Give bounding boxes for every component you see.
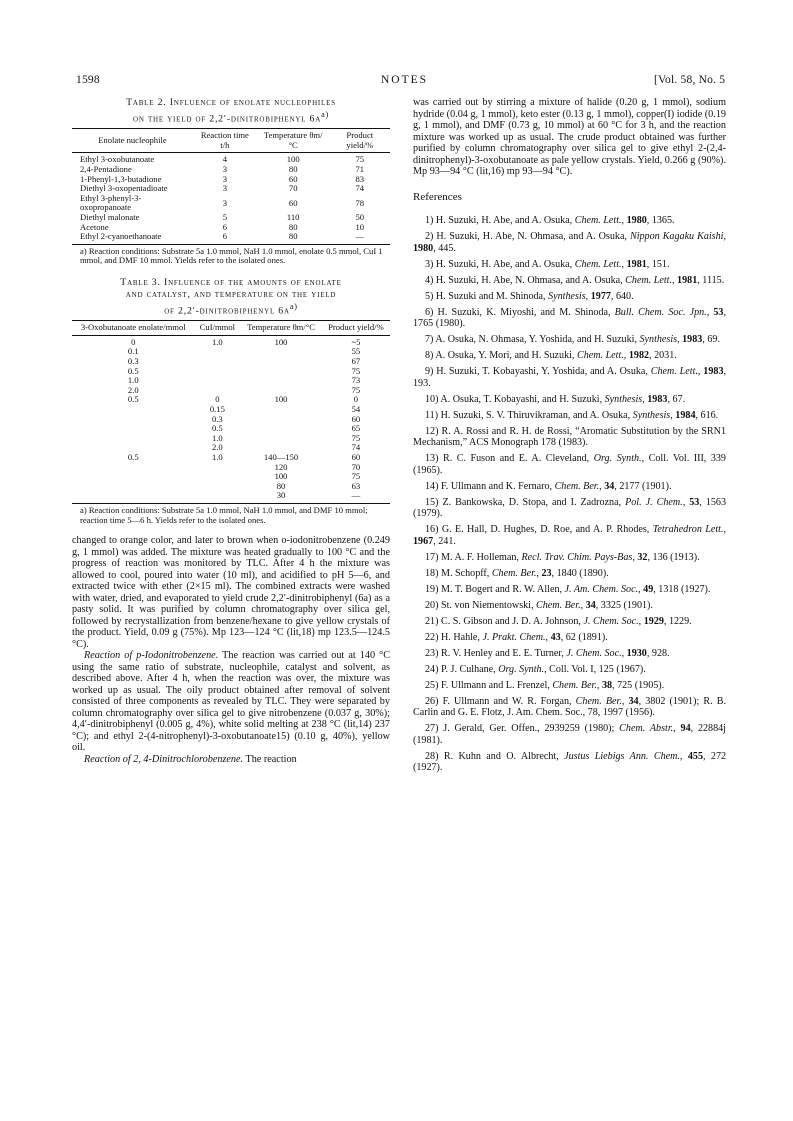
reference-journal: Org. Synth. bbox=[593, 453, 642, 464]
table-cell: 0.3 bbox=[211, 413, 223, 424]
table-cell: 1.0 bbox=[127, 375, 139, 386]
table-cell: 60 bbox=[351, 413, 361, 424]
table-cell: 3 bbox=[222, 183, 227, 194]
table-cell: 4 bbox=[222, 154, 227, 165]
table-row bbox=[72, 232, 390, 244]
table-cell: 140—150 bbox=[263, 451, 299, 462]
reference-text: , 1840 (1890). bbox=[551, 567, 609, 579]
reference-item: 3) H. Suzuki, H. Abe, and A. Osuka, Chem. Lett., 1981, 151. bbox=[425, 258, 670, 270]
reference-text: , 1115. bbox=[697, 274, 725, 286]
reference-volume: 23 bbox=[541, 567, 552, 579]
table-cell: 70 bbox=[351, 461, 361, 472]
table-cell: 110 bbox=[286, 212, 300, 223]
references-heading: References bbox=[413, 190, 462, 203]
table-cell: 74 bbox=[355, 183, 365, 194]
table-cell: 10 bbox=[355, 221, 365, 232]
reference-journal: Tetrahedron Lett. bbox=[652, 524, 724, 535]
table3-caption bbox=[72, 277, 390, 317]
reference-item: 9) H. Suzuki, T. Kobayashi, Y. Yoshida, and A. Osuka, Chem. Lett., 1983, 193. bbox=[413, 366, 727, 389]
reference-journal: Synthesis bbox=[639, 334, 678, 345]
table-cell: 120 bbox=[274, 461, 288, 472]
reference-volume: 1977 bbox=[590, 290, 611, 302]
reference-text: 4) H. Suzuki, H. Abe, N. Ohmasa, and A. Osuka, bbox=[425, 274, 626, 286]
reference-volume: 53 bbox=[713, 306, 724, 318]
reference-journal: Chem. Ber. bbox=[491, 567, 537, 579]
table-cell: — bbox=[322, 491, 390, 503]
table-cell bbox=[195, 463, 241, 473]
table2-col-header: Enolate nucleophile bbox=[72, 129, 193, 153]
reference-text: , 22884j (1981). bbox=[413, 723, 726, 746]
reference-text: 12) R. A. Rossi and R. H. de Rossi, “Aromatic Substitution by the SRN1 Mechanism,” ACS Monograph 178 (1983). bbox=[413, 425, 726, 448]
table-cell: 0 bbox=[215, 394, 220, 405]
table-cell: 1.0 bbox=[211, 451, 223, 462]
table-cell: Ethyl 2-cyanoethanoate bbox=[72, 232, 193, 244]
reference-text: 21) C. S. Gibson and J. D. A. Johnson, bbox=[425, 615, 584, 627]
table3-footnote: a) Reaction conditions: Substrate 5a 1.0 mmol, NaH 1.0 mmol, and DMF 10 mmol; reaction time 5—6 h. Yields refer to the isolated ones. bbox=[80, 504, 368, 525]
table-row bbox=[72, 472, 390, 482]
table-cell: 1.0 bbox=[211, 432, 223, 443]
table-row bbox=[72, 491, 390, 503]
reference-journal: Chem. Lett. bbox=[650, 366, 698, 377]
table-cell bbox=[72, 415, 195, 425]
reference-item: 20) St. von Niementowski, Chem. Ber., 34, 3325 (1901). bbox=[425, 599, 653, 611]
table2-caption bbox=[72, 97, 390, 125]
reference-text: , 616. bbox=[695, 409, 719, 421]
reference-journal: Nippon Kagaku Kaishi bbox=[629, 231, 724, 242]
table-cell: 0.3 bbox=[127, 356, 139, 367]
table-cell: 3 bbox=[222, 164, 227, 175]
table-row bbox=[72, 482, 390, 492]
paragraph-text: The reaction was carried out at 140 °C using the same ratio of substrate, nucleophile, catalyst and solvent, as described above. After 4 h, when the reaction was over, the mixture was worked up as usual. The oily product obtained after removal of solvent consisted of three components as revealed by TLC. They were separated by column chromatography over silica gel to give nitrobenzene (0.037 g, 30%); 4,4′-dinitrobiphenyl (0.005 g, 4%), white solid melting at 238 °C (lit,14) 237 °C); and ethyl 2-(4-nitrophenyl)-3-oxobutanoate15) (0.10 g, 40%), yellow oil. bbox=[72, 650, 390, 754]
table-cell bbox=[240, 376, 322, 386]
table-cell: 0.5 bbox=[127, 394, 139, 405]
table3-col-header: Product yield/% bbox=[322, 321, 390, 336]
table-cell: 100 bbox=[286, 154, 300, 165]
table-cell: 1-Phenyl-1,3-butadione bbox=[80, 173, 162, 184]
table-cell: 0.5 bbox=[127, 451, 139, 462]
table-cell bbox=[240, 405, 322, 415]
reference-volume: 1983 bbox=[682, 334, 703, 345]
reference-item: 19) M. T. Bogert and R. W. Allen, J. Am. Chem. Soc., 49, 1318 (1927). bbox=[425, 583, 711, 595]
table2-caption-sup: a) bbox=[321, 110, 330, 119]
reference-text: 10) A. Osuka, T. Kobayashi, and H. Suzuki, bbox=[425, 393, 605, 405]
reference-text: 25) F. Ullmann and L. Frenzel, bbox=[425, 679, 553, 691]
reference-text: 13) R. C. Fuson and E. A. Cleveland, bbox=[425, 453, 594, 464]
table-cell bbox=[72, 491, 195, 503]
table-row bbox=[72, 347, 390, 357]
table-cell bbox=[240, 434, 322, 444]
table-cell: 0 bbox=[131, 336, 136, 347]
table-cell: 75 bbox=[351, 471, 361, 482]
table-cell: 65 bbox=[351, 423, 361, 434]
reference-volume: 34 bbox=[604, 480, 615, 492]
table-cell bbox=[195, 367, 241, 377]
table-row bbox=[72, 405, 390, 415]
body-paragraph: was carried out by stirring a mixture of halide (0.20 g, 1 mmol), sodium hydride (0.04 g, 1 mmol), keto ester (0.13 g, 1 mmol), copper(I) iodide (0.19 g, 1 mmol), and DMF (0.73 g, 10 mmol) at 60 °C for 3 h, and the reaction mixture was worked up as usual. The crude product obtained was further purified by column chromatography over silica gel to give ethyl 2-(2,4-dinitrophenyl)-3-oxobutanoate as pale yellow crystals. Yield, 0.266 g (90%). Mp 93—94 °C (lit,16) mp 93—94 °C). bbox=[413, 97, 726, 177]
reference-text: , 272 (1927). bbox=[413, 750, 727, 773]
reference-item: 27) J. Gerald, Ger. Offen., 2939259 (1980); Chem. Abstr., 94, 22884j (1981). bbox=[413, 723, 726, 746]
table-row bbox=[72, 357, 390, 367]
volume-info: [Vol. 58, No. 5 bbox=[654, 74, 726, 86]
table-cell: Acetone bbox=[80, 221, 109, 232]
table-cell: 80 bbox=[276, 480, 286, 491]
table-cell: 0.1 bbox=[127, 346, 139, 357]
table2 bbox=[72, 128, 390, 245]
table-cell: 83 bbox=[355, 173, 365, 184]
reference-text: , 3325 (1901). bbox=[595, 599, 653, 611]
table-cell bbox=[240, 357, 322, 367]
table-cell: Diethyl malonate bbox=[80, 212, 140, 223]
reference-text: 8) A. Osuka, Y. Mori, and H. Suzuki, bbox=[425, 350, 577, 361]
reference-journal: Chem. Ber. bbox=[575, 695, 622, 707]
reference-text: , 1229. bbox=[663, 615, 692, 627]
table-cell: 71 bbox=[355, 164, 365, 175]
table-cell: 6 bbox=[222, 221, 227, 232]
table-cell: 80 bbox=[288, 164, 298, 175]
body-paragraph: changed to orange color, and later to brown when o-iodonitrobenzene (0.249 g, 1 mmol) was added. The mixture was heated gradually to 100 °C and the progress of reaction was monitored by TLC. After 4 h the mixture was allowed to cool, poured into water (10 ml), and acidified to pH 5—6, and extracted twice with ether (2×15 ml). The combined extracts were washed with water, dried, and evaporated to yield crude 2,2′-dinitrobiphenyl (6a) as a pasty solid. It was purified by column chromatography over silica gel, followed by recrystallization from benzene/hexane to give yellow crystals of the product. Yield, 0.09 g (75%). Mp 123—124 °C (lit,18) mp 123.5—124.5 °C). bbox=[72, 535, 390, 650]
table-cell: 5 bbox=[222, 212, 227, 223]
table-cell: 0.5 bbox=[211, 423, 223, 434]
table-cell: 60 bbox=[288, 197, 298, 208]
reference-volume: 1967 bbox=[413, 535, 434, 547]
table-row bbox=[72, 415, 390, 425]
subsection-title: Reaction of 2, 4-Dinitrochlorobenzene. bbox=[84, 753, 244, 765]
reference-text: , 69. bbox=[702, 334, 720, 345]
table-cell: 80 bbox=[257, 232, 330, 244]
reference-item: 2) H. Suzuki, H. Abe, N. Ohmasa, and A. Osuka, Nippon Kagaku Kaishi, 1980, 445. bbox=[413, 231, 726, 254]
reference-item: 26) F. Ullmann and W. R. Forgan, Chem. Ber., 34, 3802 (1901); R. B. Carlin and G. E. Flotz, J. Am. Chem. Soc., 78, 1997 (1956). bbox=[413, 695, 727, 718]
reference-journal: Synthesis bbox=[604, 393, 643, 405]
reference-volume: 32 bbox=[637, 551, 648, 563]
reference-text: , Coll. Vol. III, 339 (1965). bbox=[413, 453, 726, 476]
reference-volume: 49 bbox=[643, 583, 654, 595]
reference-item: 21) C. S. Gibson and J. D. A. Johnson, J. Chem. Soc., 1929, 1229. bbox=[425, 615, 692, 627]
paragraph-text: The reaction bbox=[245, 753, 297, 765]
table-row bbox=[72, 386, 390, 396]
reference-text: 18) M. Schopff, bbox=[425, 567, 492, 579]
reference-text: 20) St. von Niementowski, bbox=[425, 599, 537, 611]
table-cell bbox=[72, 424, 195, 434]
page-number: 1598 bbox=[76, 74, 100, 86]
reference-text: 3) H. Suzuki, H. Abe, and A. Osuka, bbox=[425, 258, 575, 270]
reference-item: 25) F. Ullmann and L. Frenzel, Chem. Ber., 38, 725 (1905). bbox=[425, 679, 665, 691]
table3-caption-line1: Table 3. Influence of the amounts of enolate bbox=[120, 276, 342, 288]
reference-volume: 1929 bbox=[643, 615, 664, 627]
reference-item: 6) H. Suzuki, K. Miyoshi, and M. Shinoda, Bull. Chem. Soc. Jpn., 53, 1765 (1980). bbox=[413, 306, 726, 329]
reference-text: 6) H. Suzuki, K. Miyoshi, and M. Shinoda, bbox=[425, 306, 615, 318]
table-cell: 0.15 bbox=[209, 404, 225, 414]
table2-caption-line1: Table 2. Influence of enolate nucleophiles bbox=[126, 97, 336, 108]
reference-item: 14) F. Ullmann and K. Fernaro, Chem. Ber., 34, 2177 (1901). bbox=[425, 480, 672, 492]
table-cell: 100 bbox=[274, 336, 288, 347]
table2-body bbox=[72, 153, 390, 244]
reference-text: , 445. bbox=[433, 242, 456, 254]
reference-volume: 94 bbox=[680, 723, 691, 734]
reference-text: , 151. bbox=[646, 258, 670, 270]
body-paragraph bbox=[72, 650, 390, 754]
reference-text: , 928. bbox=[646, 647, 670, 659]
reference-item: 28) R. Kuhn and O. Albrecht, Justus Liebigs Ann. Chem., 455, 272 (1927). bbox=[413, 750, 727, 773]
table-cell: 0 bbox=[353, 394, 359, 405]
reference-text: 14) F. Ullmann and K. Fernaro, bbox=[425, 480, 555, 492]
reference-journal: Chem. Lett. bbox=[625, 274, 672, 286]
table-cell: 60 bbox=[351, 451, 361, 462]
table3-col-header: Temperature θm/°C bbox=[240, 321, 322, 336]
table3-header-row bbox=[72, 321, 390, 336]
table-cell: 63 bbox=[351, 480, 361, 491]
table-cell: ~5 bbox=[351, 336, 361, 347]
reference-volume: 1983 bbox=[647, 393, 668, 405]
table-cell bbox=[195, 472, 241, 482]
reference-text: , 67. bbox=[667, 393, 686, 405]
table-cell: 1.0 bbox=[211, 336, 223, 347]
table-cell: 2.0 bbox=[127, 384, 139, 395]
reference-volume: 1981 bbox=[626, 258, 647, 270]
reference-item: 1) H. Suzuki, H. Abe, and A. Osuka, Chem. Lett., 1980, 1365. bbox=[425, 215, 675, 226]
reference-text: , 62 (1891). bbox=[560, 631, 608, 643]
table-row bbox=[72, 376, 390, 386]
table-cell: 75 bbox=[351, 432, 361, 443]
left-column bbox=[72, 97, 390, 765]
table-cell bbox=[72, 472, 195, 482]
reference-journal: Synthesis bbox=[632, 409, 671, 421]
table-cell: 3 bbox=[222, 197, 227, 208]
reference-text: 24) P. J. Culhane, bbox=[425, 663, 499, 675]
subsection-title: Reaction of p-Iodonitrobenzene. bbox=[84, 650, 219, 662]
reference-text: 19) M. T. Bogert and R. W. Allen, bbox=[425, 583, 565, 595]
reference-text: , 1365. bbox=[646, 215, 675, 226]
reference-item bbox=[413, 453, 726, 476]
reference-text: , 3802 (1901); R. B. Carlin and G. E. Flotz, J. Am. Chem. Soc., 78, 1997 (1956). bbox=[413, 695, 727, 718]
table2-col-header: Temperature θm/°C bbox=[257, 129, 330, 153]
reference-text: , 2177 (1901). bbox=[614, 480, 672, 492]
reference-volume: 34 bbox=[585, 599, 596, 611]
table-cell: 67 bbox=[351, 356, 361, 367]
table-cell bbox=[72, 405, 195, 415]
table-row bbox=[72, 395, 390, 405]
running-title: NOTES bbox=[381, 74, 429, 86]
table-cell: 2.0 bbox=[211, 442, 223, 453]
reference-journal: Synthesis bbox=[548, 290, 586, 302]
reference-text: 22) H. Hahle, bbox=[425, 631, 483, 643]
reference-item: 5) H. Suzuki and M. Shinoda, Synthesis, 1977, 640. bbox=[425, 290, 634, 302]
reference-volume: 1980 bbox=[413, 242, 434, 254]
table-row bbox=[72, 443, 390, 453]
reference-text: 15) Z. Bankowska, D. Stopa, and I. Zadrozna, bbox=[425, 496, 626, 508]
table-row bbox=[72, 424, 390, 434]
table3-caption-line2: and catalyst, and temperature on the yield bbox=[125, 288, 337, 300]
reference-text: 28) R. Kuhn and O. Albrecht, bbox=[425, 750, 565, 762]
table-row bbox=[72, 335, 390, 347]
table2-caption-line2-wrap bbox=[72, 109, 390, 125]
reference-text: 5) H. Suzuki and M. Shinoda, bbox=[425, 290, 549, 302]
reference-text: 9) H. Suzuki, T. Kobayashi, Y. Yoshida, and A. Osuka, bbox=[425, 366, 651, 377]
reference-text: , 1765 (1980). bbox=[413, 306, 726, 329]
table-cell: 6 bbox=[193, 232, 257, 244]
reference-journal: Chem. Ber. bbox=[552, 679, 597, 691]
table-cell: 100 bbox=[274, 471, 288, 482]
table-cell bbox=[240, 367, 322, 377]
reference-volume: 34 bbox=[628, 695, 639, 707]
reference-text: 11) H. Suzuki, S. V. Thiruvikraman, and A. Osuka, bbox=[425, 409, 633, 421]
table-cell bbox=[195, 482, 241, 492]
table-cell: Diethyl 3-oxopentadioate bbox=[80, 183, 168, 194]
table-cell: 60 bbox=[288, 173, 298, 184]
table3-caption-line3-wrap bbox=[72, 301, 390, 317]
reference-text: 27) J. Gerald, Ger. Offen., 2939259 (1980); bbox=[425, 723, 620, 734]
table-cell: 74 bbox=[351, 442, 361, 453]
reference-journal: Chem. Lett. bbox=[576, 350, 624, 361]
table-cell bbox=[72, 463, 195, 473]
table-cell bbox=[195, 491, 241, 503]
table-cell: 50 bbox=[355, 212, 365, 223]
table-cell: 3 bbox=[222, 173, 227, 184]
table-cell bbox=[72, 482, 195, 492]
reference-text: , 640. bbox=[610, 290, 634, 302]
reference-text: 26) F. Ullmann and W. R. Forgan, bbox=[425, 695, 576, 707]
reference-text: 23) R. V. Henley and E. E. Turner, bbox=[425, 647, 567, 659]
right-column bbox=[413, 97, 726, 778]
reference-text: 1) H. Suzuki, H. Abe, and A. Osuka, bbox=[425, 215, 575, 226]
reference-item bbox=[413, 426, 726, 449]
table-cell: 55 bbox=[351, 346, 361, 357]
reference-journal: Chem. Ber. bbox=[554, 480, 600, 492]
table-row bbox=[72, 367, 390, 377]
reference-journal: J. Am. Chem. Soc. bbox=[564, 583, 639, 595]
table3-col-header: 3-Oxobutanoate enolate/mmol bbox=[72, 321, 195, 336]
table2-col-header: Product yield/% bbox=[330, 129, 390, 153]
reference-text: 16) G. E. Hall, D. Hughes, D. Roe, and A. P. Rhodes, bbox=[425, 524, 653, 535]
table-cell bbox=[240, 424, 322, 434]
table-row bbox=[72, 463, 390, 473]
reference-text: , 193. bbox=[413, 366, 727, 389]
table2-caption-line2: on the yield of 2,2′-dinitrobiphenyl 6a bbox=[132, 113, 322, 125]
reference-text: , 241. bbox=[433, 535, 456, 547]
reference-item: 8) A. Osuka, Y. Mori, and H. Suzuki, Chem. Lett., 1982, 2031. bbox=[425, 350, 677, 361]
table-cell: 75 bbox=[351, 365, 361, 376]
reference-text: , 2031. bbox=[649, 350, 677, 361]
reference-item: 17) M. A. F. Holleman, Recl. Trav. Chim. Pays-Bas, 32, 136 (1913). bbox=[425, 551, 700, 563]
table-row bbox=[72, 213, 390, 223]
reference-item: 10) A. Osuka, T. Kobayashi, and H. Suzuki, Synthesis, 1983, 67. bbox=[425, 393, 686, 405]
reference-volume: 53 bbox=[689, 496, 700, 508]
table-row bbox=[72, 194, 390, 213]
table-cell bbox=[195, 357, 241, 367]
reference-text: , 1563 (1979). bbox=[413, 496, 726, 519]
table-cell: 80 bbox=[288, 221, 298, 232]
reference-item: 15) Z. Bankowska, D. Stopa, and I. Zadrozna, Pol. J. Chem., 53, 1563 (1979). bbox=[413, 496, 726, 519]
table-cell bbox=[195, 376, 241, 386]
reference-item: 22) H. Hahle, J. Prakt. Chem., 43, 62 (1891). bbox=[425, 631, 608, 643]
reference-volume: 1984 bbox=[675, 409, 696, 421]
reference-volume: 1930 bbox=[626, 647, 647, 659]
reference-volume: 1983 bbox=[703, 366, 724, 377]
table-cell bbox=[240, 415, 322, 425]
table3-caption-line3: of 2,2′-dinitrobiphenyl 6a bbox=[164, 305, 290, 317]
body-paragraph bbox=[72, 754, 390, 766]
reference-text: , 725 (1905). bbox=[612, 679, 665, 691]
table-cell: — bbox=[330, 232, 390, 244]
reference-item bbox=[413, 664, 726, 676]
reference-text: , 136 (1913). bbox=[647, 551, 700, 563]
reference-journal: Chem. Abstr. bbox=[619, 723, 674, 734]
reference-journal: Recl. Trav. Chim. Pays-Bas bbox=[521, 551, 633, 563]
reference-journal: Chem. Ber. bbox=[536, 599, 581, 611]
reference-item: 7) A. Osuka, N. Ohmasa, Y. Yoshida, and H. Suzuki, Synthesis, 1983, 69. bbox=[425, 334, 720, 345]
reference-journal: J. Prakt. Chem. bbox=[482, 631, 546, 643]
reference-volume: 38 bbox=[601, 679, 613, 691]
table-cell: 30 bbox=[240, 491, 322, 503]
reference-item: 11) H. Suzuki, S. V. Thiruvikraman, and A. Osuka, Synthesis, 1984, 616. bbox=[425, 409, 719, 421]
reference-journal: Chem. Lett. bbox=[574, 258, 622, 270]
table-cell: 0.5 bbox=[127, 365, 139, 376]
table-cell: 75 bbox=[351, 384, 361, 395]
table-cell: Ethyl 3-oxobutanoate bbox=[80, 154, 155, 165]
reference-item: 4) H. Suzuki, H. Abe, N. Ohmasa, and A. Osuka, Chem. Lett., 1981, 1115. bbox=[425, 274, 725, 286]
table2-col-header: Reaction time t/h bbox=[193, 129, 257, 153]
reference-journal: Justus Liebigs Ann. Chem. bbox=[564, 750, 680, 762]
table3 bbox=[72, 320, 390, 504]
table-cell: 54 bbox=[351, 404, 361, 414]
table-row bbox=[72, 453, 390, 463]
table-cell: Ethyl 3-phenyl-3-oxopropanoate bbox=[80, 192, 142, 213]
table2-header-row bbox=[72, 129, 390, 153]
reference-text: 2) H. Suzuki, H. Abe, N. Ohmasa, and A. Osuka, bbox=[425, 231, 630, 242]
reference-item: 23) R. V. Henley and E. E. Turner, J. Chem. Soc., 1930, 928. bbox=[425, 647, 670, 659]
table3-body bbox=[72, 335, 390, 503]
table-cell bbox=[195, 347, 241, 357]
reference-journal: Pol. J. Chem. bbox=[625, 496, 683, 508]
reference-journal: Bull. Chem. Soc. Jpn. bbox=[614, 306, 707, 318]
reference-journal: Chem. Lett. bbox=[574, 215, 622, 226]
table-row bbox=[72, 434, 390, 444]
reference-text: 7) A. Osuka, N. Ohmasa, Y. Yoshida, and H. Suzuki, bbox=[425, 334, 640, 345]
table-cell: 2,4-Pentadione bbox=[80, 164, 132, 175]
reference-text: , Coll. Vol. I, 125 (1967). bbox=[544, 663, 646, 675]
table-cell: 78 bbox=[355, 197, 365, 208]
reference-journal: J. Chem. Soc. bbox=[583, 615, 639, 627]
table-cell bbox=[72, 434, 195, 444]
table-cell: 75 bbox=[355, 154, 365, 165]
table3-col-header: CuI/mmol bbox=[195, 321, 241, 336]
table-cell bbox=[240, 347, 322, 357]
reference-volume: 43 bbox=[550, 631, 561, 643]
reference-item: 16) G. E. Hall, D. Hughes, D. Roe, and A. P. Rhodes, Tetrahedron Lett., 1967, 241. bbox=[413, 524, 726, 547]
reference-journal: J. Chem. Soc. bbox=[566, 647, 622, 659]
reference-item: 18) M. Schopff, Chem. Ber., 23, 1840 (1890). bbox=[425, 567, 609, 579]
reference-text: , 1318 (1927). bbox=[653, 583, 711, 595]
table2-footnote: a) Reaction conditions: Substrate 5a 1.0 mmol, NaH 1.0 mmol, enolate 0.5 mmol, CuI 1 mmol, and DMF 10 mmol. Yields refer to the isolated ones. bbox=[80, 245, 383, 266]
table-cell: 73 bbox=[351, 375, 361, 386]
table3-caption-sup: a) bbox=[289, 301, 298, 311]
reference-text: 17) M. A. F. Holleman, bbox=[425, 551, 522, 563]
reference-volume: 1982 bbox=[628, 350, 650, 361]
reference-volume: 1980 bbox=[626, 215, 647, 226]
reference-volume: 455 bbox=[687, 750, 703, 762]
reference-journal: Org. Synth. bbox=[498, 663, 545, 675]
reference-volume: 1981 bbox=[677, 274, 698, 286]
references-list bbox=[413, 215, 726, 774]
table-cell: 70 bbox=[288, 183, 298, 194]
table-cell: 100 bbox=[274, 394, 288, 405]
